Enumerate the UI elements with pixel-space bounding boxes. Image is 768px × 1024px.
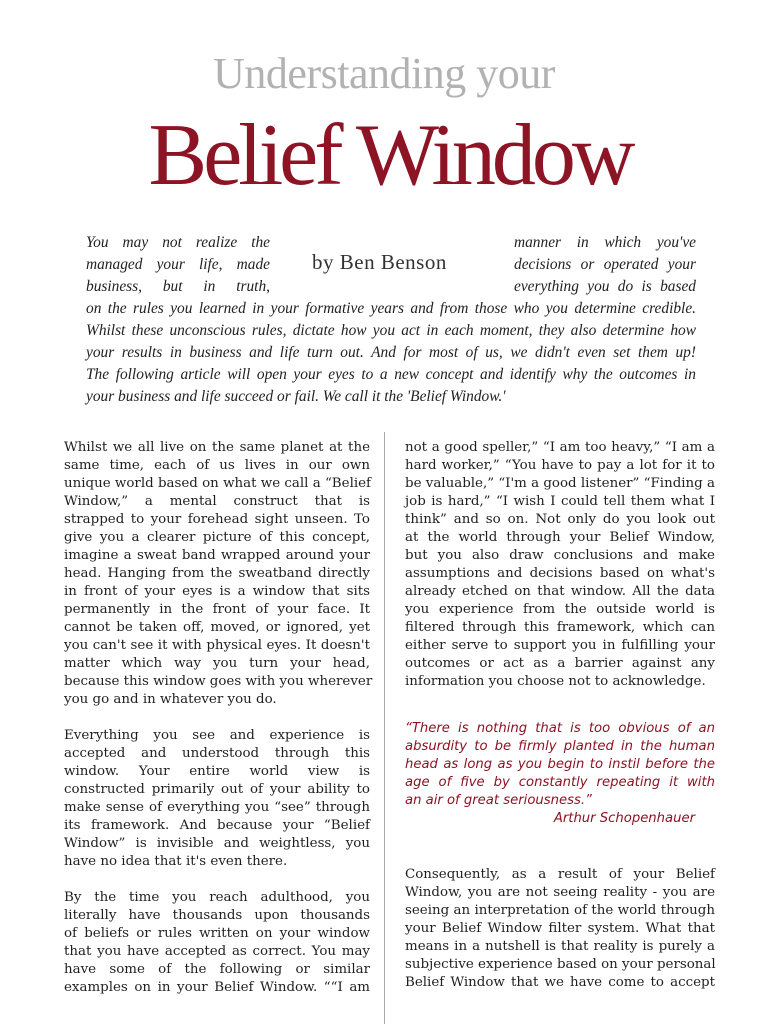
article-title: Belief Window [148, 107, 632, 204]
text-line: filtered through this framework, which can [405, 620, 715, 635]
text-line: Window,” a mental construct that is [64, 494, 370, 509]
text-line: subjective experience based on your personal [405, 957, 716, 972]
intro-line: Whilst these unconscious rules, dictate how you act in each moment, they also determine how [86, 322, 696, 339]
left-column [64, 439, 373, 997]
text-line: its framework. And because your “Belief [64, 818, 370, 833]
quote-attribution: Arthur Schopenhauer [553, 811, 695, 826]
paragraph [64, 889, 370, 997]
text-line: you can't see it with physical eyes. It doesn't [64, 638, 370, 653]
text-line: cannot be taken off, moved, or ignored, yet [64, 620, 370, 635]
intro-text: You may not realize the [86, 234, 270, 251]
text-line: information you choose not to acknowledge. [405, 674, 706, 689]
right-column-continued [405, 866, 715, 992]
text-line: make sense of everything you “see” through [64, 800, 370, 815]
text-line: unique world based on what we call a “Belief [64, 476, 372, 491]
text-line: give you a clearer picture of this concept, [64, 530, 370, 545]
intro-line: The following article will open your eyes to a new concept and identify why the outcomes in [86, 366, 696, 383]
text-line: Window” is invisible and weightless, you [64, 836, 370, 851]
text-line: By the time you reach adulthood, you [64, 890, 370, 905]
text-line: an air of great seriousness.” [405, 793, 592, 808]
text-line: head as long as you begin to instil before the [405, 757, 715, 772]
text-line: have no idea that it's even there. [64, 854, 288, 869]
column-divider [384, 432, 385, 1024]
text-line: you experience from the outside world is [405, 602, 715, 617]
text-line: seeing an interpretation of the world through [405, 903, 715, 918]
text-line: age of five by constantly repeating it with [405, 775, 715, 790]
intro-text: managed your life, made [86, 256, 270, 273]
text-line: assumptions and decisions based on what's [405, 566, 715, 581]
text-line: hard worker,” “You have to pay a lot for it to [405, 458, 715, 473]
intro-line: on the rules you learned in your formative years and from those who you determine credible. [86, 300, 696, 317]
text-line: have some of the following or similar [64, 962, 370, 977]
quote-text [405, 720, 715, 810]
text-line: Consequently, as a result of your Belief [405, 867, 715, 882]
text-line: head. Hanging from the sweatband directly [64, 566, 370, 581]
text-line: either serve to support you in fulfilling your [405, 638, 715, 653]
text-line: means in a nutshell is that reality is purely a [405, 939, 715, 954]
text-line: at the world through your Belief Window, [405, 530, 715, 545]
text-line: think” and so on. Not only do you look out [405, 512, 715, 527]
paragraph [405, 439, 715, 691]
text-line: examples on in your Belief Window. ““I am [64, 980, 370, 995]
text-line: absurdity to be firmly planted in the human [405, 739, 715, 754]
text-line: job is hard,” “I wish I could tell them what I [405, 494, 715, 509]
text-line: in front of your eyes is a window that sits [64, 584, 370, 599]
text-line: imagine a sweat band wrapped around your [64, 548, 370, 563]
text-line: of beliefs or rules written on your window [64, 926, 370, 941]
intro-text: manner in which you've [514, 234, 696, 251]
text-line: accepted and understood through this [64, 746, 370, 761]
text-line: that you have accepted as correct. You may [64, 944, 370, 959]
text-line: because this window goes with you wherever [64, 674, 373, 689]
text-line: you go and in whatever you do. [64, 692, 277, 707]
text-line: your Belief Window filter system. What that [405, 921, 715, 936]
text-line: be valuable,” “I'm a good listener” “Finding a [405, 476, 715, 491]
intro-line: your business and life succeed or fail. We call it the 'Belief Window.' [86, 388, 506, 405]
intro-text: business, but in truth, [86, 278, 270, 295]
intro-text: decisions or operated your [514, 256, 696, 273]
text-line: Everything you see and experience is [64, 728, 370, 743]
text-line: “There is nothing that is too obvious of an [405, 721, 715, 736]
text-line: Belief Window that we have come to accept [405, 975, 715, 990]
text-line: already etched on that window. All the data [405, 584, 715, 599]
text-line: Window, you are not seeing reality - you are [405, 885, 715, 900]
intro-line: your results in business and life turn out. And for most of us, we didn't even set them up! [86, 344, 696, 361]
byline: by Ben Benson [312, 250, 447, 274]
pull-quote [405, 720, 715, 828]
text-line: Whilst we all live on the same planet at the [64, 440, 370, 455]
article-pre-title: Understanding your [213, 49, 555, 98]
text-line: literally have thousands upon thousands [64, 908, 370, 923]
paragraph [64, 439, 373, 709]
right-column [405, 439, 715, 691]
text-line: but you also draw conclusions and make [405, 548, 715, 563]
text-line: matter which way you turn your head, [64, 656, 370, 671]
intro-row [86, 276, 696, 298]
text-line: strapped to your forehead sight unseen. To [64, 512, 370, 527]
text-line: window. Your entire world view is [64, 764, 370, 779]
intro-text: everything you do is based [514, 278, 696, 295]
text-line: not a good speller,” “I am too heavy,” “I am a [405, 440, 715, 455]
text-line: constructed primarily out of your ability to [64, 782, 370, 797]
paragraph [405, 866, 715, 992]
paragraph [64, 727, 370, 871]
text-line: outcomes or act as a barrier against any [405, 656, 715, 671]
text-line: same time, each of us lives in our own [64, 458, 370, 473]
text-line: permanently in the front of your face. It [64, 602, 370, 617]
